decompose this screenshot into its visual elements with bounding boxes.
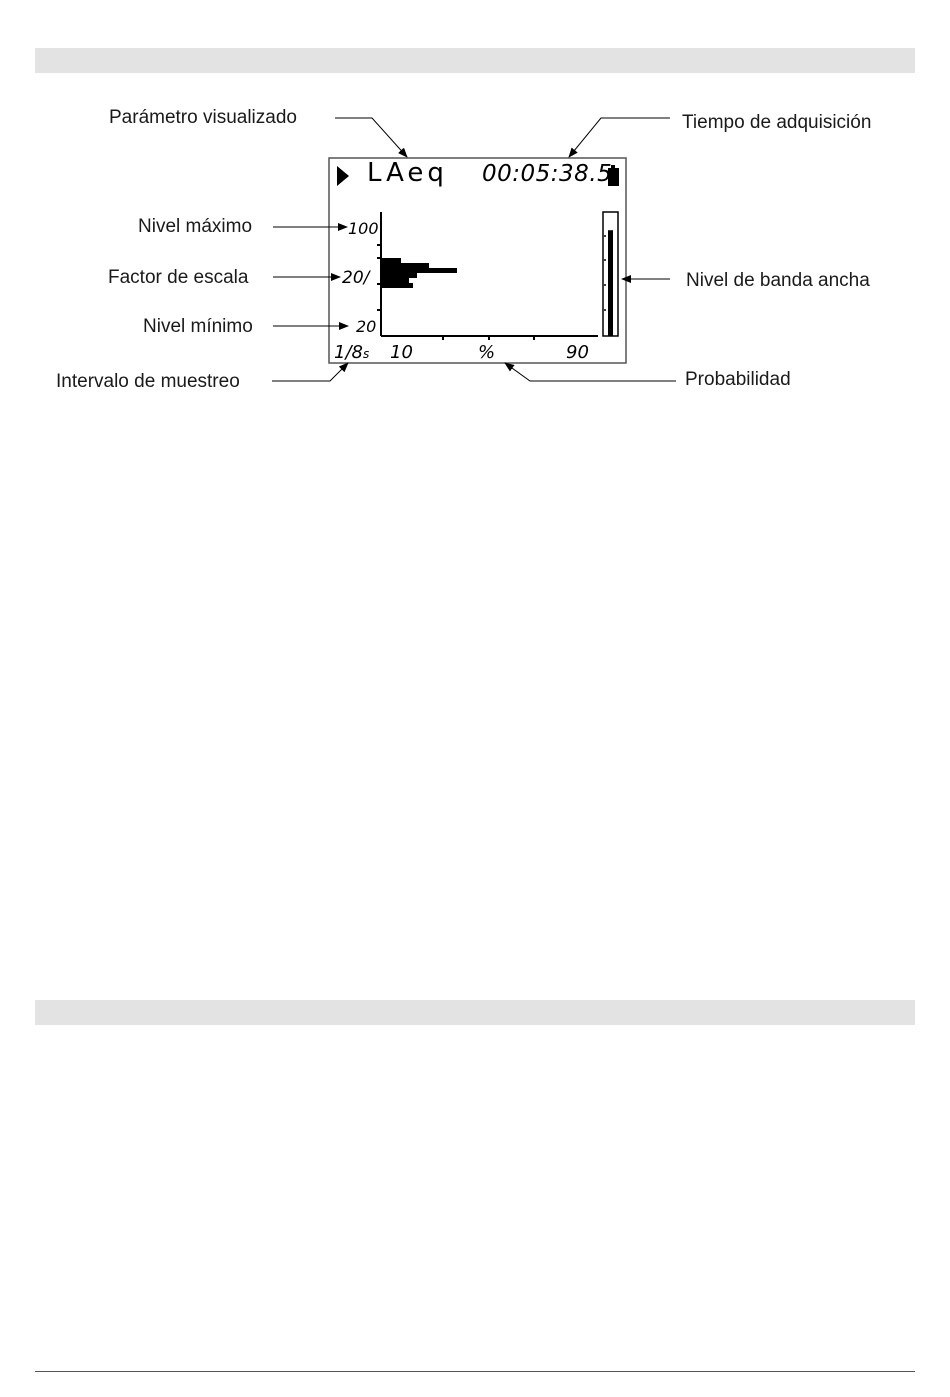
y-axis-min-label: 20 bbox=[356, 317, 377, 336]
histogram-bar bbox=[381, 278, 409, 283]
x-axis-unit-label: % bbox=[478, 342, 496, 363]
leader-interval bbox=[272, 363, 348, 381]
callout-time: Tiempo de adquisición bbox=[682, 112, 872, 133]
leader-probability bbox=[505, 363, 676, 381]
sampling-interval-label bbox=[334, 342, 369, 363]
histogram-bar bbox=[381, 263, 429, 268]
sampling-interval-unit: s bbox=[362, 347, 370, 361]
callout-interval: Intervalo de muestreo bbox=[56, 371, 240, 392]
histogram-bar bbox=[381, 273, 417, 278]
callout-max-level: Nivel máximo bbox=[138, 216, 253, 237]
histogram-bar bbox=[381, 283, 413, 288]
callout-broadband: Nivel de banda ancha bbox=[686, 270, 870, 291]
y-axis-max-label: 100 bbox=[348, 219, 379, 238]
histogram-bar bbox=[381, 258, 401, 263]
acquisition-time: 00:05:38.5 bbox=[482, 161, 613, 187]
sampling-interval-value: 1/8 bbox=[334, 342, 363, 363]
histogram-bars bbox=[381, 258, 457, 288]
callout-min-level: Nivel mínimo bbox=[143, 316, 253, 337]
play-icon bbox=[337, 166, 349, 186]
leader-time bbox=[569, 118, 670, 157]
callout-parameter: Parámetro visualizado bbox=[109, 107, 297, 128]
callout-probability: Probabilidad bbox=[685, 369, 791, 390]
x-axis-right-label: 90 bbox=[566, 342, 589, 363]
callout-scale-factor: Factor de escala bbox=[108, 267, 249, 288]
parameter-label: LAeq bbox=[367, 158, 448, 188]
x-axis-left-label: 10 bbox=[390, 342, 413, 363]
broadband-level-bar bbox=[608, 230, 613, 336]
y-axis-scale-label: 20/ bbox=[342, 268, 370, 288]
leader-parameter bbox=[335, 118, 407, 157]
histogram-bar bbox=[381, 268, 457, 273]
